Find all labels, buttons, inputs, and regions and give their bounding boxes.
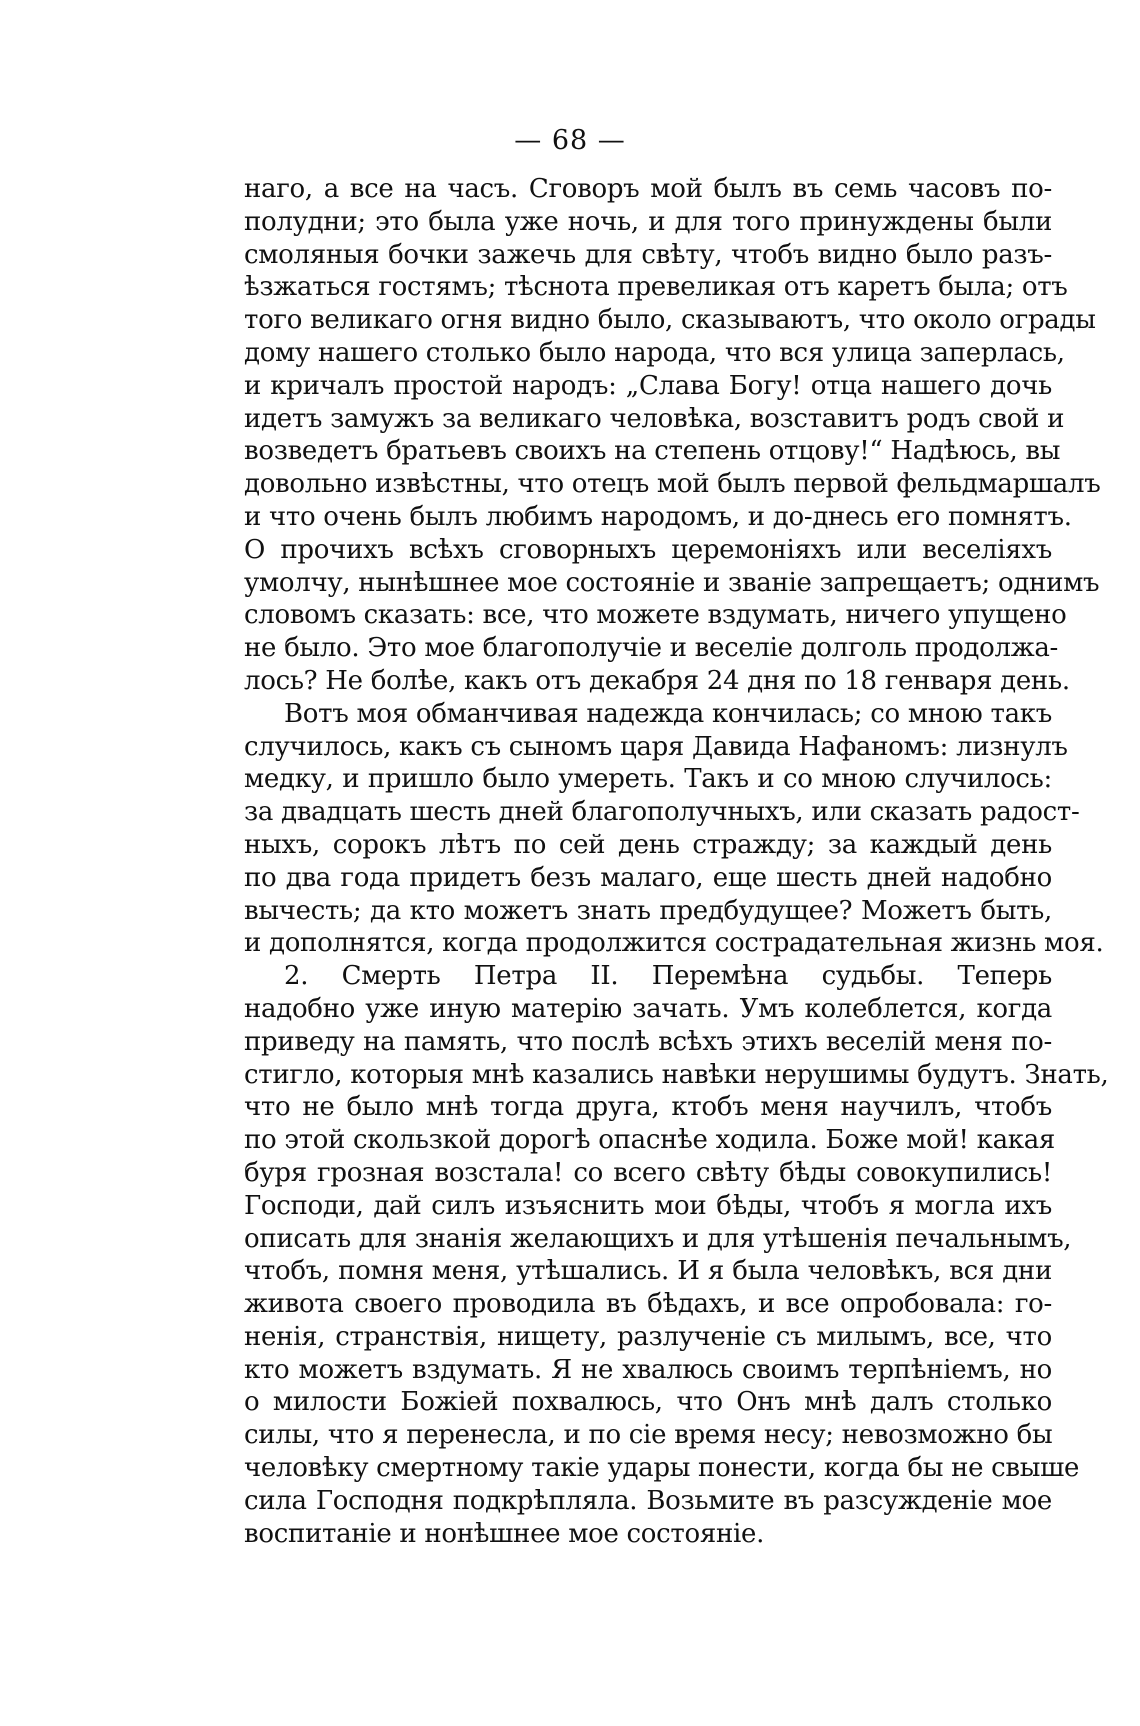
text-line: человѣку смертному такіе удары понести, когда бы не свыше bbox=[244, 1453, 1080, 1484]
text-line: за двадцать шесть дней благополучныхъ, или сказать радост- bbox=[244, 797, 1080, 828]
text-line: чтобъ, помня меня, утѣшались. И я была человѣкъ, вся дни bbox=[244, 1256, 1052, 1287]
body-text bbox=[244, 173, 1109, 1550]
text-line: приведу на память, что послѣ всѣхъ этихъ веселій меня по- bbox=[244, 1026, 1052, 1057]
text-line: ѣзжаться гостямъ; тѣснота превеликая отъ каретъ была; отъ bbox=[244, 272, 1068, 303]
text-line: воспитаніе и нонѣшнее мое состояніе. bbox=[244, 1518, 765, 1549]
text-line: и дополнятся, когда продолжится сострадательная жизнь моя. bbox=[244, 928, 1104, 959]
text-line: возведетъ братьевъ своихъ на степень отцову!“ Надѣюсь, вы bbox=[244, 436, 1061, 467]
text-line: медку, и пришло было умереть. Такъ и со мною случилось: bbox=[244, 764, 1052, 795]
text-line: силы, что я перенесла, и по сіе время несу; невозможно бы bbox=[244, 1420, 1053, 1451]
text-line: живота своего проводила въ бѣдахъ, и все опробовала: го- bbox=[244, 1289, 1052, 1320]
section-heading-line: 2. Смерть Петра II. Перемѣна судьбы. Теперь bbox=[284, 961, 1052, 992]
text-line: по этой скользкой дорогѣ опаснѣе ходила. Боже мой! какая bbox=[244, 1125, 1056, 1156]
text-line: полудни; это была уже ночь, и для того принуждены были bbox=[244, 206, 1052, 237]
text-line: кто можетъ вздумать. Я не хвалюсь своимъ терпѣніемъ, но bbox=[244, 1354, 1052, 1385]
text-line: ныхъ, сорокъ лѣтъ по сей день стражду; за каждый день bbox=[244, 829, 1052, 860]
text-line: смоляныя бочки зажечь для свѣту, чтобъ видно было разъ- bbox=[244, 239, 1052, 270]
text-line: дому нашего столько было народа, что вся улица заперлась, bbox=[244, 337, 1065, 368]
text-line: вычесть; да кто можетъ знать предбудущее? Можетъ быть, bbox=[244, 895, 1052, 926]
text-line: Господи, дай силъ изъяснить мои бѣды, чтобъ я могла ихъ bbox=[244, 1190, 1052, 1221]
text-line: идетъ замужъ за великаго человѣка, возставитъ родъ свой и bbox=[244, 403, 1065, 434]
text-line: довольно извѣстны, что отецъ мой былъ первой фельдмаршалъ bbox=[244, 469, 1101, 500]
text-line: не было. Это мое благополучіе и веселіе долголь продолжа- bbox=[244, 633, 1058, 664]
text-line: того великаго огня видно было, сказываютъ, что около ограды bbox=[244, 305, 1096, 336]
text-line: наго, а все на часъ. Сговоръ мой былъ въ семь часовъ по- bbox=[244, 174, 1052, 204]
text-line: словомъ сказать: все, что можете вздумать, ничего упущено bbox=[244, 600, 1067, 631]
text-line: ненія, странствія, нищету, разлученіе съ милымъ, все, что bbox=[244, 1321, 1052, 1352]
text-line: Вотъ моя обманчивая надежда кончилась; со мною такъ bbox=[284, 698, 1052, 729]
text-line: надобно уже иную матерію зачать. Умъ колеблется, когда bbox=[244, 993, 1052, 1024]
text-line: описать для знанія желающихъ и для утѣшенія печальнымъ, bbox=[244, 1223, 1072, 1254]
text-line: умолчу, нынѣшнее мое состояніе и званіе запрещаетъ; однимъ bbox=[244, 567, 1100, 598]
text-line: стигло, которыя мнѣ казались навѣки нерушимы будутъ. Знать, bbox=[244, 1059, 1109, 1090]
text-line: случилось, какъ съ сыномъ царя Давида Нафаномъ: лизнулъ bbox=[244, 731, 1068, 762]
text-line: сила Господня подкрѣпляла. Возьмите въ разсужденіе мое bbox=[244, 1485, 1052, 1516]
text-line: что не было мнѣ тогда друга, ктобъ меня научилъ, чтобъ bbox=[244, 1092, 1052, 1123]
text-line: по два года придетъ безъ малаго, еще шесть дней надобно bbox=[244, 862, 1052, 893]
page-number: — 68 — bbox=[514, 125, 626, 156]
text-line: и кричалъ простой народъ: „Слава Богу! отца нашего дочь bbox=[244, 370, 1052, 401]
text-line: и что очень былъ любимъ народомъ, и до-днесь его помнятъ. bbox=[244, 501, 1072, 532]
text-line: о милости Божіей похвалюсь, что Онъ мнѣ далъ столько bbox=[244, 1387, 1052, 1418]
text-line: О прочихъ всѣхъ сговорныхъ церемоніяхъ или веселіяхъ bbox=[244, 534, 1052, 565]
text-line: лось? Не болѣе, какъ отъ декабря 24 дня по 18 генваря день. bbox=[244, 665, 1070, 696]
text-line: буря грозная возстала! со всего свѣту бѣды совокупились! bbox=[244, 1157, 1052, 1188]
